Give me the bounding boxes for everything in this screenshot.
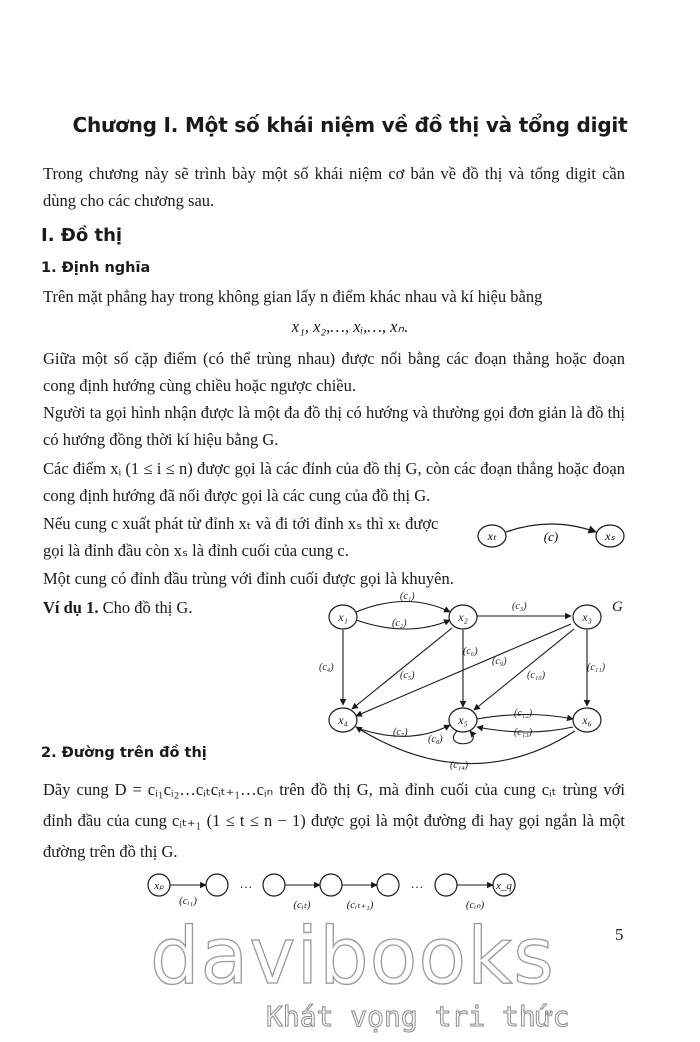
paragraph-loop: Một cung có đỉnh đầu trùng với đỉnh cuối được gọi là khuyên.	[43, 569, 454, 588]
path-start-label: xₚ	[154, 880, 164, 892]
node-label-x2: x₂	[458, 610, 468, 624]
edge-c8	[453, 731, 473, 744]
edge-label-c5: (c₅)	[400, 670, 415, 681]
edge-label-c12: (c₁₂)	[514, 708, 533, 719]
path-arc-t-label: (cᵢₜ)	[293, 899, 311, 911]
edge-label-c6: (c₆)	[463, 646, 478, 657]
paragraph-path-definition: Dãy cung D = cᵢ₁cᵢ₂…cᵢₜcᵢₜ₊₁…cᵢₙ trên đồ thị G, mà đỉnh cuối của cung cᵢₜ trùng với đỉnh đầu của cung cᵢₜ₊₁ (1 ≤ t ≤ n − 1) được gọi là một đường đi hay gọi ngắn là một đường trên đồ thị G.	[43, 780, 625, 861]
example-text: Cho đồ thị G.	[102, 598, 193, 617]
formula-vertex-list: x₁, x₂,…, xᵢ,…, xₙ.	[291, 317, 409, 336]
chapter-title: Chương I. Một số khái niệm về đồ thị và tổng digit	[72, 113, 628, 137]
edge-label-c3: (c₃)	[512, 601, 527, 612]
path-arc-t1-label: (cᵢₜ₊₁)	[346, 899, 374, 911]
path-arc-1-label: (cᵢ₁)	[179, 895, 197, 907]
path-arc-n-label: (cᵢₙ)	[465, 899, 485, 911]
path-ellipsis-2: …	[410, 876, 424, 891]
edge-label-c9: (c₉)	[492, 656, 507, 667]
edge-label-c14: (c₁₄)	[450, 760, 469, 771]
paragraph-directed-graph: Người ta gọi hình nhận được là một đa đồ thị có hướng và thường gọi đơn giản là đồ thị có hướng đồng thời kí hiệu bằng G.	[43, 403, 625, 449]
arc-example-diagram	[470, 512, 630, 558]
arc-start-label: xₜ	[487, 529, 497, 543]
subsection-path: 2. Đường trên đồ thị	[41, 745, 207, 761]
edge-label-c13: (c₁₃)	[514, 727, 533, 738]
node-label-x4: x₄	[338, 713, 348, 727]
path-node-2	[206, 874, 228, 896]
edge-c14	[356, 727, 575, 764]
node-label-x3: x₃	[582, 610, 592, 624]
paragraph-arcs: Giữa một số cặp điểm (có thể trùng nhau) được nối bằng các đoạn thẳng hoặc đoạn cong định hướng cùng chiều hoặc ngược chiều.	[43, 349, 625, 395]
path-node-4	[320, 874, 342, 896]
arc-end-label: xₛ	[605, 529, 615, 543]
edge-label-c10: (c₁₀)	[527, 670, 546, 681]
node-label-x5: x₅	[458, 713, 468, 727]
edge-label-c11: (c₁₁)	[587, 662, 606, 673]
path-ellipsis-1: …	[239, 876, 253, 891]
watermark-slogan: Khát vọng tri thức	[266, 1000, 570, 1033]
edge-label-c4: (c₄)	[319, 662, 334, 673]
edge-label-c1: (c₁)	[400, 591, 415, 602]
paragraph-points: Trên mặt phẳng hay trong không gian lấy n điểm khác nhau và kí hiệu bằng	[43, 287, 543, 306]
edge-label-c8: (c₈)	[428, 734, 443, 745]
edge-c10	[474, 629, 574, 710]
intro-paragraph: Trong chương này sẽ trình bày một số khái niệm cơ bản về đồ thị và tổng digit cần dùng cho các chương sau.	[43, 164, 625, 210]
page-number: 5	[615, 925, 624, 944]
watermark-logo: davibooks	[150, 912, 555, 1002]
edge-c1	[356, 602, 450, 613]
arc-label: (c)	[543, 529, 559, 544]
path-end-label: x_q	[496, 880, 512, 892]
edge-label-c2: (c₂)	[392, 618, 407, 629]
subsection-definition: 1. Định nghĩa	[41, 260, 151, 276]
path-node-6	[435, 874, 457, 896]
graph-name: G	[612, 599, 623, 615]
node-label-x1: x₁	[338, 610, 348, 624]
example-1	[43, 594, 243, 621]
node-label-x6: x₆	[582, 713, 592, 727]
path-node-5	[377, 874, 399, 896]
path-diagram	[140, 868, 540, 914]
paragraph-vertices: Các điểm xᵢ (1 ≤ i ≤ n) được gọi là các đỉnh của đồ thị G, còn các đoạn thẳng hoặc đoạn cong định hướng đã nối được gọi là các cung của đồ thị G.	[43, 459, 625, 505]
section-heading-graph: I. Đồ thị	[41, 225, 123, 246]
path-node-3	[263, 874, 285, 896]
example-label: Ví dụ 1.	[43, 598, 99, 617]
paragraph-arc-endpoints: Nếu cung c xuất phát từ đỉnh xₜ và đi tới đỉnh xₛ thì xₜ được gọi là đỉnh đầu còn xₛ là đỉnh cuối của cung c.	[43, 514, 439, 560]
graph-g-diagram	[300, 588, 640, 778]
edge-label-c7: (c₇)	[393, 727, 408, 738]
